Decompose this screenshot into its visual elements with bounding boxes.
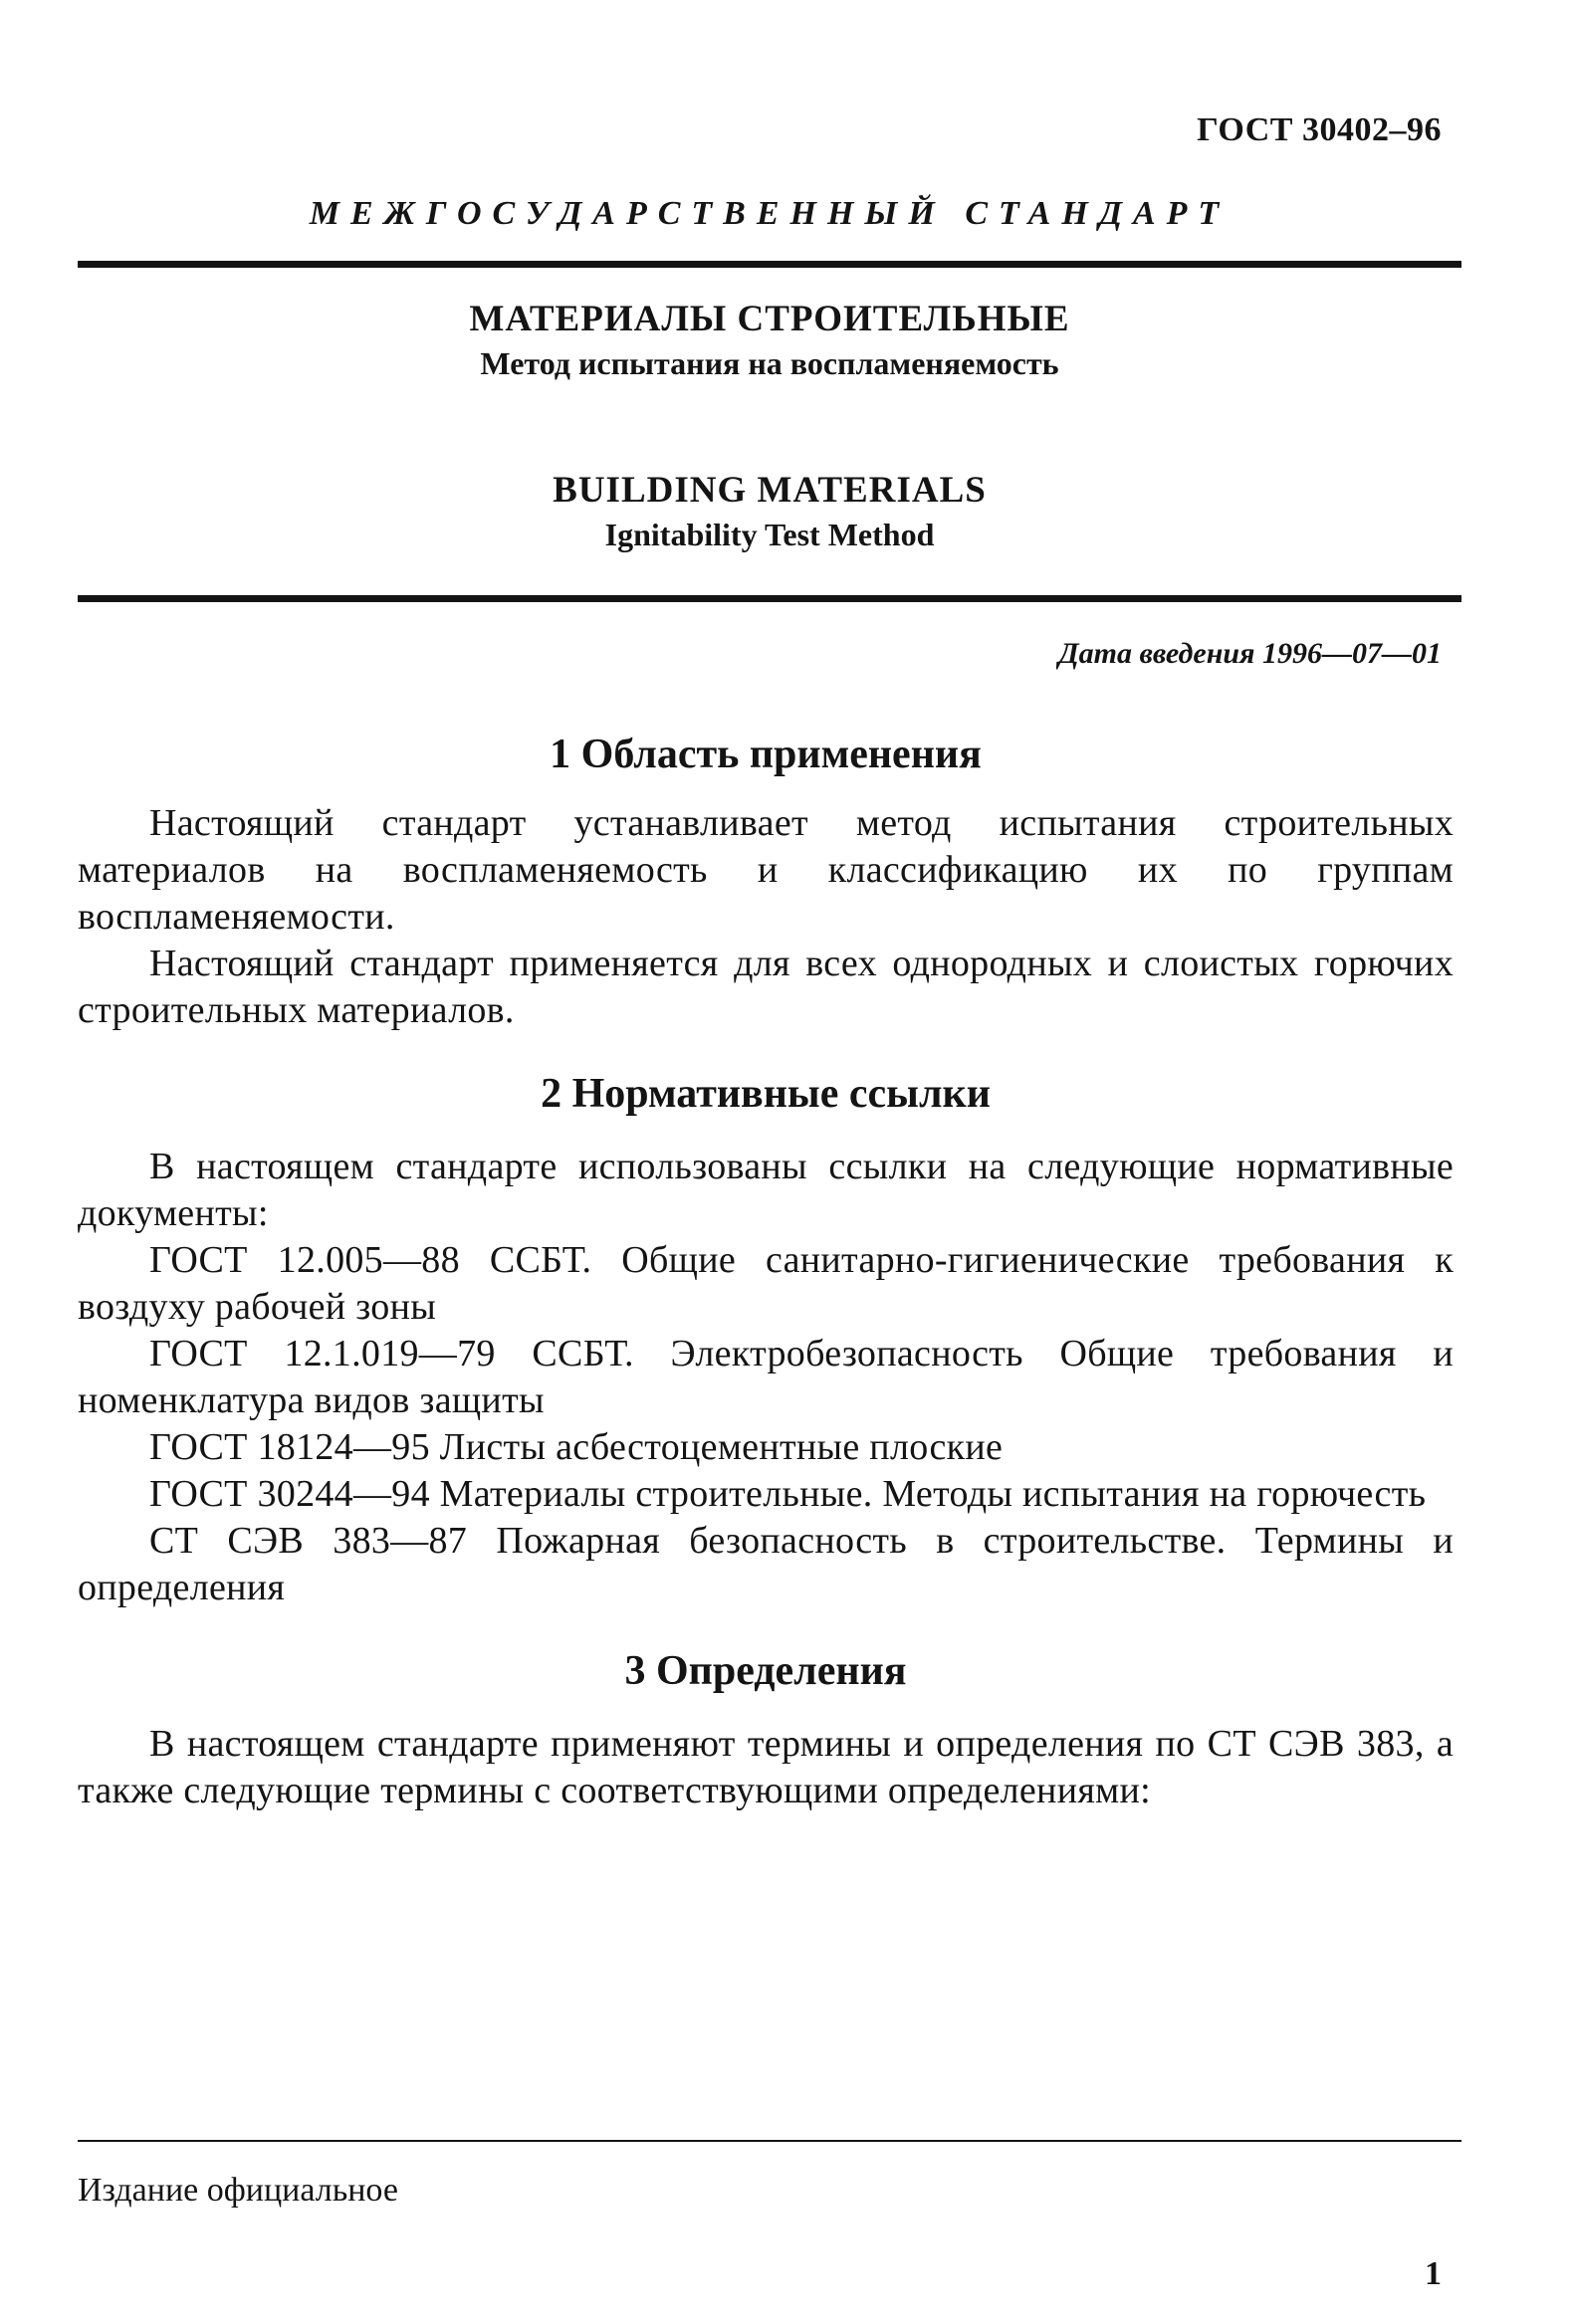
- reference-item: ГОСТ 30244—94 Материалы строительные. Методы испытания на горючесть: [149, 1473, 1427, 1515]
- subtitle-ru: Метод испытания на воспламеняемость: [480, 345, 1059, 381]
- title-block-en: [78, 468, 1461, 555]
- reference-item: СТ СЭВ 383—87 Пожарная безопасность в строительстве. Термины и определения: [78, 1520, 1454, 1608]
- section-3-paragraph-1: В настоящем стандарте применяют термины и определения по СТ СЭВ 383, а также следующие термины с соответствующими определениями:: [78, 1723, 1454, 1811]
- title-block-ru: [78, 297, 1461, 384]
- section-3-heading: 3 Определения: [624, 1648, 907, 1694]
- standard-header: МЕЖГОСУДАРСТВЕННЫЙ СТАНДАРТ: [309, 195, 1231, 232]
- document-body: [78, 727, 1454, 1814]
- header-rule: [78, 261, 1461, 268]
- reference-item: ГОСТ 12.1.019—79 ССБТ. Электробезопасность Общие требования и номенклатура видов защиты: [78, 1333, 1454, 1421]
- title-rule: [78, 595, 1461, 602]
- title-en: BUILDING MATERIALS: [553, 470, 987, 511]
- section-1-paragraph-1: Настоящий стандарт устанавливает метод испытания строительных материалов на воспламеняемость и классификацию их по группам воспламеняемости.: [78, 802, 1454, 938]
- title-ru: МАТЕРИАЛЫ СТРОИТЕЛЬНЫЕ: [469, 299, 1070, 339]
- section-2-heading: 2 Нормативные ссылки: [541, 1071, 991, 1117]
- document-code: ГОСТ 30402–96: [1197, 111, 1442, 148]
- official-edition-note: Издание официальное: [78, 2172, 398, 2209]
- page-number: 1: [1425, 2255, 1442, 2292]
- section-2-intro: В настоящем стандарте использованы ссылки на следующие нормативные документы:: [78, 1146, 1454, 1234]
- reference-item: ГОСТ 12.005—88 ССБТ. Общие санитарно-гигиенические требования к воздуху рабочей зоны: [78, 1239, 1454, 1328]
- reference-item: ГОСТ 18124—95 Листы асбестоцементные плоские: [149, 1426, 1004, 1468]
- footer-rule: [78, 2140, 1461, 2142]
- section-1-heading: 1 Область применения: [550, 732, 982, 777]
- intro-date: Дата введения 1996—07—01: [1058, 637, 1442, 670]
- subtitle-en: Ignitability Test Method: [604, 517, 935, 552]
- section-1-paragraph-2: Настоящий стандарт применяется для всех однородных и слоистых горючих строительных материалов.: [78, 943, 1454, 1031]
